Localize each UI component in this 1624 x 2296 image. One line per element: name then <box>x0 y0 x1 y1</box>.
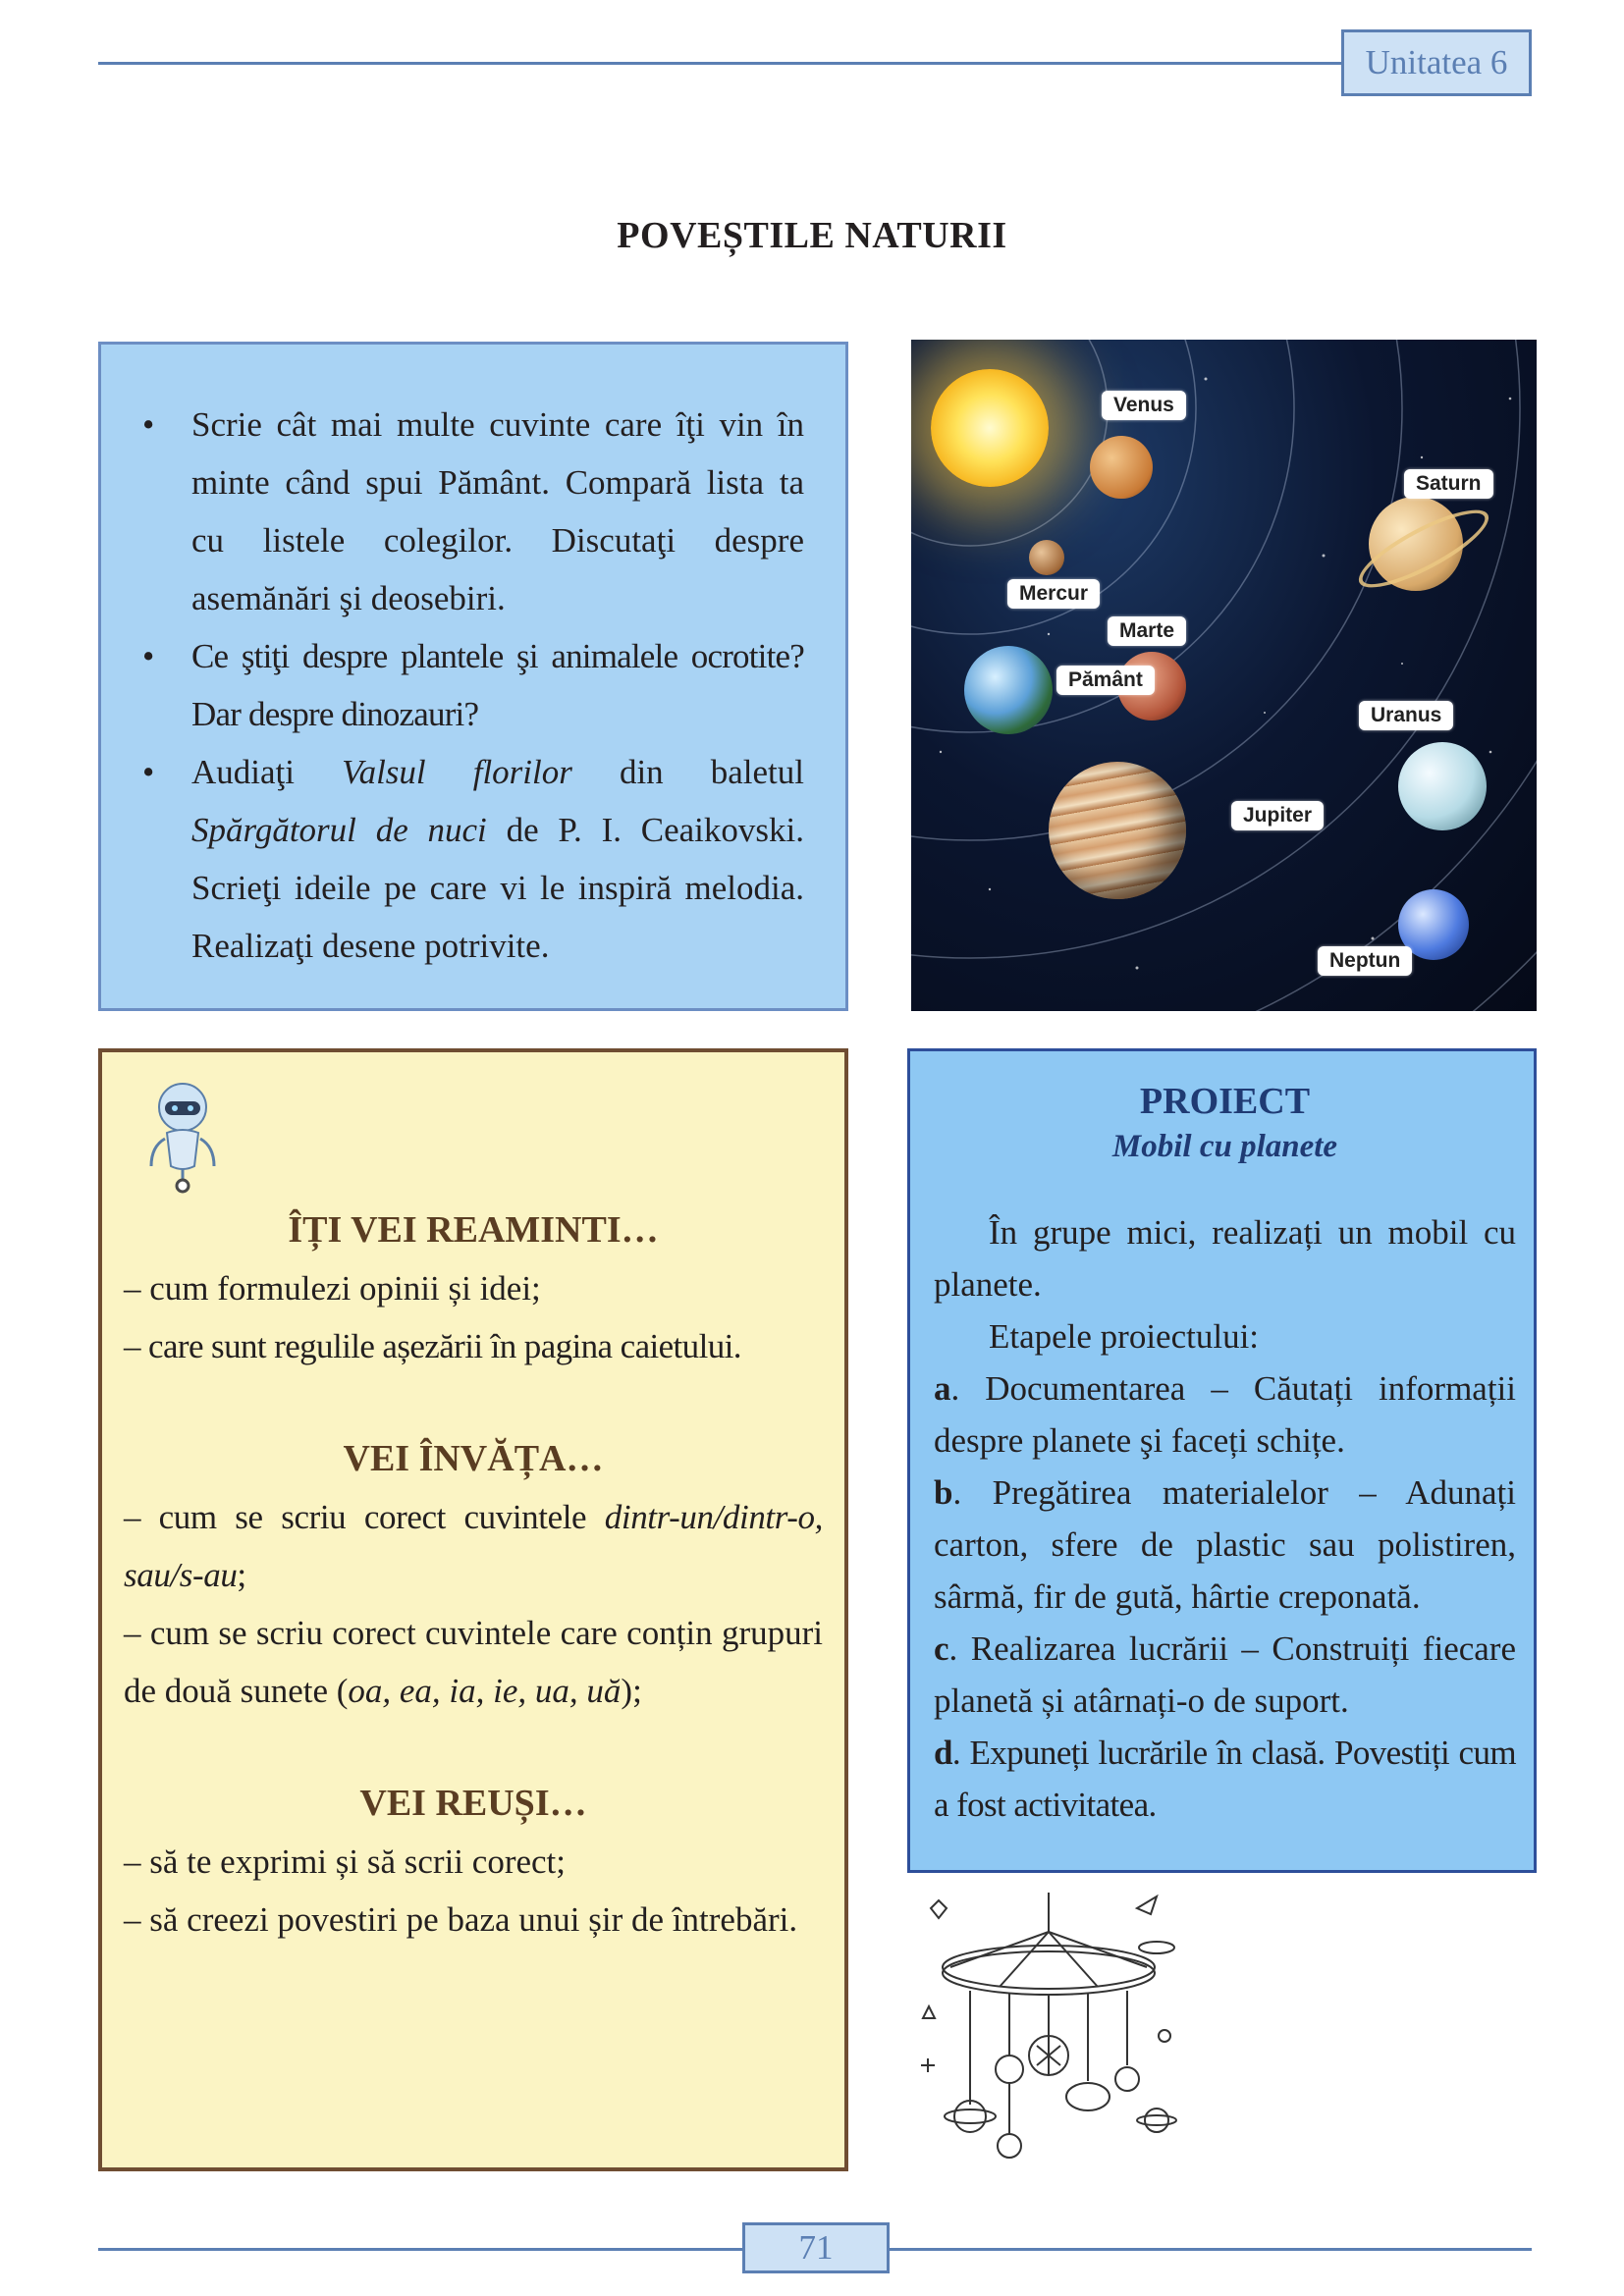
project-step <box>934 1362 1516 1467</box>
intro-text: Audiaţi <box>191 753 343 791</box>
intro-text: din baletul <box>571 753 805 791</box>
learn-text: – cum se scriu corect cuvintele care conțin grupuri de două sunete ( <box>124 1614 823 1710</box>
work-title: Valsul florilor <box>342 753 572 791</box>
step-letter: c <box>934 1629 949 1668</box>
succeed-heading: VEI REUȘI… <box>359 1783 587 1824</box>
succeed-item: – să creezi povestiri pe baza unui șir de întrebări. <box>124 1900 798 1939</box>
project-box <box>907 1048 1537 1873</box>
learn-text: ; <box>237 1556 246 1594</box>
intro-box <box>98 342 848 1011</box>
project-title: PROIECT <box>1139 1081 1311 1122</box>
robot-icon <box>137 1078 228 1198</box>
step-text: . Pregătirea materialelor – Adunați carton, sfere de plastic sau polistiren, sârmă, fir de gută, hârtie creponată. <box>934 1473 1516 1616</box>
project-step <box>934 1623 1516 1727</box>
learn-item <box>124 1604 823 1720</box>
remember-heading: ÎȚI VEI REAMINTI… <box>288 1209 659 1251</box>
spacer <box>124 1720 823 1775</box>
project-stages-label: Etapele proiectului: <box>989 1317 1260 1356</box>
label-jupiter: Jupiter <box>1231 801 1324 830</box>
learn-text: – cum se scriu corect cuvintele <box>124 1498 605 1536</box>
project-step <box>934 1727 1516 1831</box>
step-letter: d <box>934 1734 952 1772</box>
spacer <box>124 1375 823 1430</box>
label-venus: Venus <box>1102 391 1186 420</box>
solar-system-image <box>911 340 1537 1011</box>
earth-icon <box>964 646 1053 734</box>
label-mars: Marte <box>1108 616 1186 646</box>
step-letter: b <box>934 1473 953 1512</box>
project-step <box>934 1467 1516 1623</box>
ballet-title: Spărgătorul de nuci <box>191 811 487 849</box>
label-saturn: Saturn <box>1404 469 1493 499</box>
page-title: POVEȘTILE NATURII <box>617 215 1007 256</box>
learn-words: oa, ea, ia, ie, ua, uă <box>348 1672 622 1710</box>
header-rule <box>98 62 1341 65</box>
learn-text: ); <box>621 1672 642 1710</box>
label-earth: Pământ <box>1056 666 1155 695</box>
step-letter: a <box>934 1369 951 1408</box>
intro-item <box>138 743 804 975</box>
intro-item: • Ce ştiţi despre plantele şi animalele ocrotite? Dar despre dinozauri? <box>138 627 804 743</box>
project-subtitle: Mobil cu planete <box>1111 1129 1338 1164</box>
remember-item: – care sunt regulile așezării în pagina caietului. <box>124 1327 741 1365</box>
objectives-box <box>98 1048 848 2171</box>
unit-label: Unitatea 6 <box>1341 29 1532 96</box>
jupiter-icon <box>1049 762 1186 899</box>
footer-rule-left <box>98 2248 742 2251</box>
learn-heading: VEI ÎNVĂȚA… <box>343 1438 604 1479</box>
project-intro: În grupe mici, realizați un mobil cu planete. <box>934 1213 1516 1304</box>
label-neptune: Neptun <box>1318 946 1412 976</box>
step-text: . Documentarea – Căutați informații despre planete şi faceți schițe. <box>934 1369 1516 1460</box>
intro-text: de P. I. Ceaikovski. Scrieţi ideile pe care vi le inspiră melodia. Realizaţi desene potrivite. <box>191 811 805 965</box>
learn-item <box>124 1488 823 1604</box>
succeed-item: – să te exprimi și să scrii corect; <box>124 1842 566 1881</box>
sun-icon <box>931 369 1049 487</box>
venus-icon <box>1090 436 1153 499</box>
intro-list <box>138 396 804 975</box>
mercury-icon <box>1029 540 1064 575</box>
label-mercury: Mercur <box>1007 579 1100 609</box>
remember-item: – cum formulezi opinii și idei; <box>124 1269 541 1308</box>
step-text: . Realizarea lucrării – Construiți fiecare planetă și atârnați-o de suport. <box>934 1629 1516 1720</box>
planet-mobile-sketch <box>911 1889 1186 2185</box>
uranus-icon <box>1398 742 1487 830</box>
footer-rule-right <box>890 2248 1532 2251</box>
label-uranus: Uranus <box>1359 701 1453 730</box>
robot-spacer <box>124 1052 823 1201</box>
step-text: . Expuneți lucrările în clasă. Povestiți cum a fost activitatea. <box>934 1734 1516 1824</box>
learn-words: dintr-un/dintr-o, sau/s-au <box>124 1498 823 1594</box>
page-number: 71 <box>742 2222 890 2273</box>
intro-item: • Scrie cât mai multe cuvinte care îţi vin în minte când spui Pământ. Compară lista ta cu listele colegilor. Discutaţi despre asemănări şi deosebiri. <box>138 396 804 627</box>
